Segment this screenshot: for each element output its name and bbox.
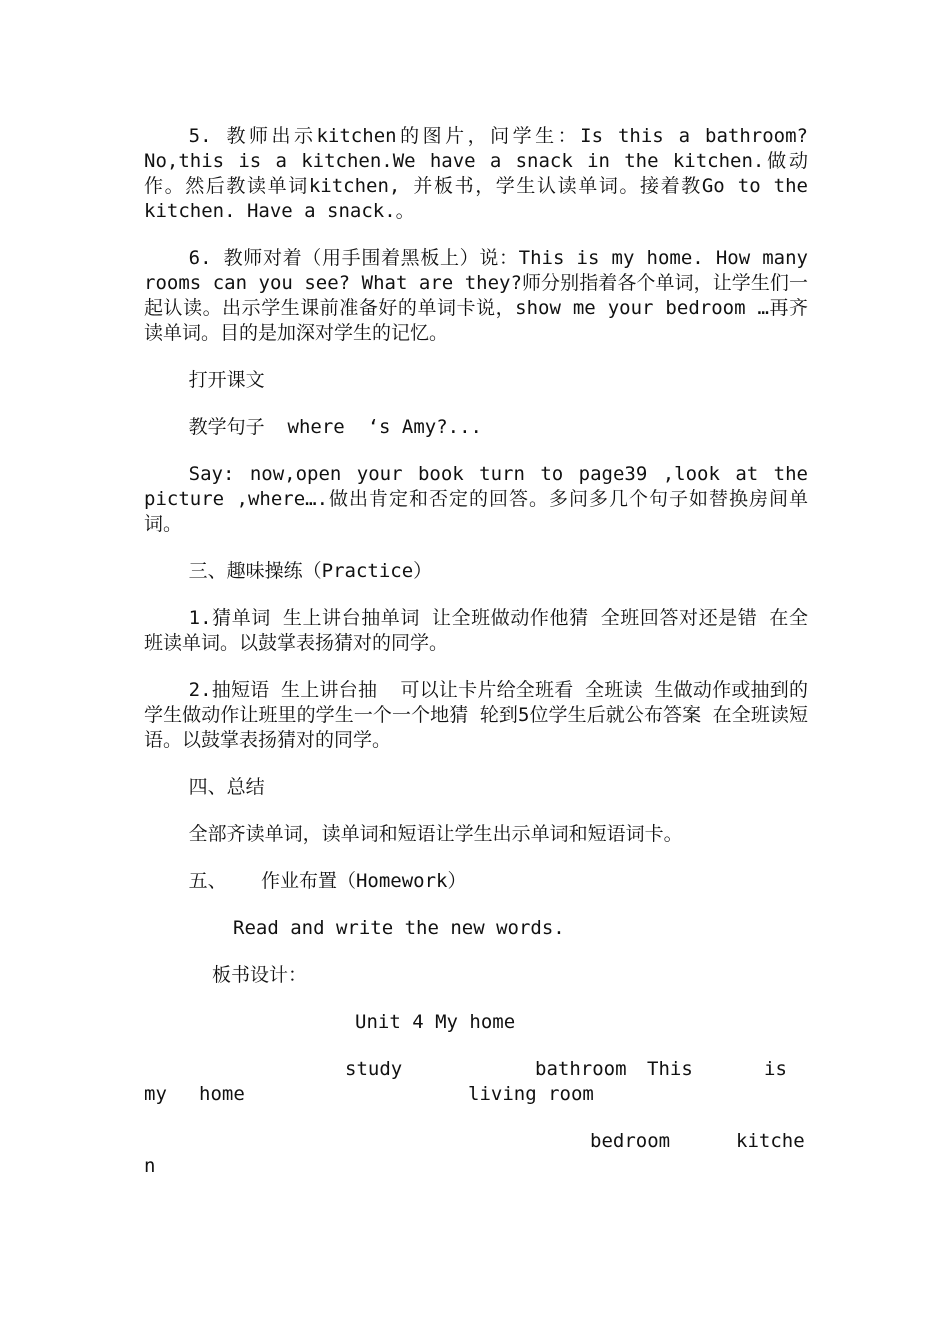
- heading-practice: 三、趣味操练（Practice）: [188, 560, 433, 582]
- board-word-living-room: living room: [468, 1083, 594, 1105]
- homework-line: Read and write the new words.: [233, 917, 565, 939]
- board-unit-title: Unit 4 My home: [355, 1011, 516, 1033]
- board-word-home: home: [199, 1083, 245, 1105]
- board-row-2: [144, 1129, 808, 1179]
- board-word-is: is: [764, 1058, 787, 1080]
- board-row-1: [144, 1057, 808, 1107]
- heading-homework: 五、 作业布置（Homework）: [188, 870, 467, 892]
- board-design-label: 板书设计：: [212, 964, 308, 986]
- paragraph-step-6: 6. 教师对着（用手围着黑板上）说：This is my home. How many rooms can you see? What are they?师分别指着各个单词，让学生们一起认读。出示学生课前准备好的单词卡说，show me your bedroom …再齐读单词。目的是加深对学生的记忆。: [144, 247, 820, 344]
- paragraph-teach-sentence: 教学句子 where ‘s Amy?...: [188, 416, 482, 438]
- paragraph-open-textbook: 打开课文: [188, 369, 265, 391]
- board-word-this: This: [647, 1058, 693, 1080]
- paragraph-practice-1: 1.猜单词 生上讲台抽单词 让全班做动作他猜 全班回答对还是错 在全班读单词。以鼓掌表扬猜对的同学。: [144, 607, 808, 654]
- paragraph-practice-2: 2.抽短语 生上讲台抽 可以让卡片给全班看 全班读 生做动作或抽到的学生做动作让班里的学生一个一个地猜 轮到5位学生后就公布答案 在全班读短语。以鼓掌表扬猜对的同学。: [144, 679, 808, 751]
- paragraph-step-5: 5. 教师出示kitchen的图片，问学生：Is this a bathroom? No,this is a kitchen.We have a snack in the kitchen.做动作。然后教读单词kitchen, 并板书，学生认读单词。接着教Go to the kitchen. Have a snack.。: [144, 125, 820, 222]
- board-word-kitchen-part1: kitche: [736, 1130, 805, 1152]
- paragraph-say: Say: now,open your book turn to page39 ,look at the picture ,where….做出肯定和否定的回答。多问多几个句子如替换房间单词。: [144, 463, 820, 535]
- heading-summary: 四、总结: [188, 776, 265, 798]
- board-word-bathroom: bathroom: [535, 1058, 627, 1080]
- board-word-bedroom: bedroom: [590, 1130, 671, 1152]
- board-word-study: study: [345, 1058, 403, 1080]
- board-word-my: my: [144, 1083, 167, 1105]
- board-word-kitchen-part2: n: [144, 1155, 156, 1177]
- paragraph-summary: 全部齐读单词，读单词和短语让学生出示单词和短语词卡。: [188, 823, 683, 845]
- document-page: [144, 124, 820, 1201]
